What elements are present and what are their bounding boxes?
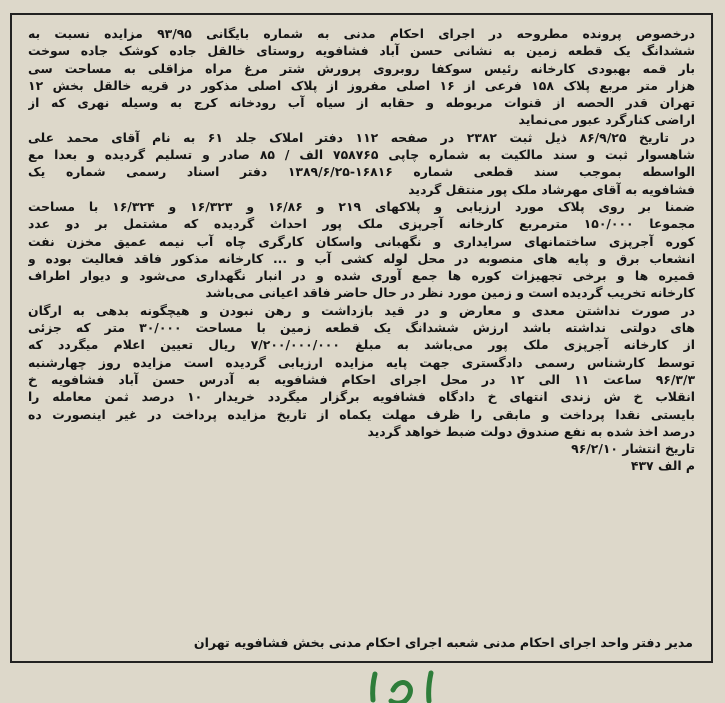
issuer-signature-line: مدیر دفتر واحد اجرای احکام مدنی شعبه اجرای احکام مدنی بخش فشافویه تهران	[193, 635, 693, 650]
notice-line: شاهسوار ثبت و سند مالکیت به شماره چاپی ۷۵۸۷۶۵ الف / ۸۵ صادر و تسلیم گردیده و بعدا مع	[28, 147, 695, 163]
notice-line: ضمنا بر روی پلاک مورد ارزیابی و پلاکهای ۲۱۹ و ۱۶/۸۶ و ۱۶/۳۲۳ و ۱۶/۳۲۴ با مساحت	[28, 198, 695, 214]
notice-line: بایستی نقدا پرداخت و مابقی را ظرف مهلت یکماه از تاریخ مزایده پرداخت در غیر اینصورت ده	[28, 406, 695, 422]
notice-line: تهران قدر الحصه از قنوات مربوطه و حقابه از سیاه آب رودخانه کرج به وسیله نهری که از	[28, 95, 695, 111]
notice-line: درخصوص پرونده مطروحه در اجرای احکام مدنی به شماره بایگانی ۹۳/۹۵ مزایده نسبت به	[28, 26, 695, 41]
notice-line: اراضی کنارگرد عبور می‌نماید	[518, 112, 695, 128]
handwritten-number-mark	[355, 666, 475, 703]
notice-line: از کارخانه آجرپزی ملک پور می‌باشد به مبلغ ۷/۲۰۰/۰۰۰/۰۰۰ ریال تعیین اعلام میگردد که	[28, 337, 695, 353]
auction-notice-box	[10, 13, 713, 663]
notice-line: در تاریخ ۸۶/۹/۲۵ ذیل ثبت ۲۳۸۲ در صفحه ۱۱۲ دفتر املاک جلد ۶۱ به نام آقای محمد علی	[28, 129, 695, 145]
notice-line: قمیره ها و برخی تجهیزات کوره ها جمع آوری شده و در انبار نگهداری می‌شود و دیوار اطراف	[28, 268, 695, 284]
notice-line: فشافویه به آقای مهرشاد ملک پور منتقل گردید	[408, 181, 695, 197]
notice-line: الواسطه بموجب سند قطعی شماره ۱۶۸۱۶-۱۳۸۹/۶/۲۵ دفتر اسناد رسمی شماره یک	[28, 164, 695, 180]
notice-line: هزار متر مربع پلاک ۱۵۸ فرعی از ۱۶ اصلی مفروز از پلاک اصلی مذکور در قریه خالقل بخش ۱۲	[28, 77, 695, 93]
notice-line: های دولتی نداشته باشد ارزش ششدانگ یک قطعه زمین با مساحت ۳۰/۰۰۰ متر که جزئی	[28, 320, 695, 336]
notice-line: ششدانگ یک قطعه زمین به نشانی حسن آباد فشافویه روستای خالقل جاده کوشک جاده سوخت	[28, 43, 695, 59]
notice-line: توسط کارشناس رسمی دادگستری جهت پایه مزایده ارزیابی گردیده است مزایده روز چهارشنبه	[28, 354, 695, 370]
notice-line: در صورت نداشتن معدی و معارض و در قید بازداشت و رهن نبودن و هیچگونه بدهی به ارگان	[28, 302, 695, 318]
notice-line: بار قمه بهبودی کارخانه رئیس سوکفا روبروی پرورش شتر مرغ مراه مزاقلی به مساحت سی	[28, 60, 695, 76]
notice-line: انشعاب برق و پایه های منصوبه در محل لوله کشی آب و ... کارخانه مذکور فاقد فعالیت بوده و	[28, 250, 695, 266]
publication-date: تاریخ انتشار ۹۶/۲/۱۰	[571, 441, 695, 457]
notice-line: مجموعا ۱۵۰/۰۰۰ مترمربع کارخانه آجرپزی ملک پور احداث گردیده که مشتمل بر دو عدد	[28, 216, 695, 232]
notice-line: کوره آجرپزی ساختمانهای سرایداری و نگهبانی واسکان کارگری چاه آب نیمه عمیق مخزن نفت	[28, 233, 695, 249]
notice-line: انقلاب خ ش زندی انتهای خ دادگاه فشافویه برگزار میگردد خریدار ۱۰ درصد ثمن معامله را	[28, 389, 695, 405]
notice-line: ۹۶/۳/۳ ساعت ۱۱ الی ۱۲ در محل اجرای احکام فشافویه به آدرس حسن آباد فشافویه خ	[28, 371, 695, 387]
notice-line: درصد اخذ شده به نفع صندوق دولت ضبط خواهد گردید	[367, 423, 695, 439]
reference-number: م الف ۴۳۷	[630, 458, 695, 474]
notice-line: کارخانه تخریب گردیده است و زمین مورد نظر در حال حاضر فاقد اعیانی می‌باشد	[205, 285, 695, 301]
